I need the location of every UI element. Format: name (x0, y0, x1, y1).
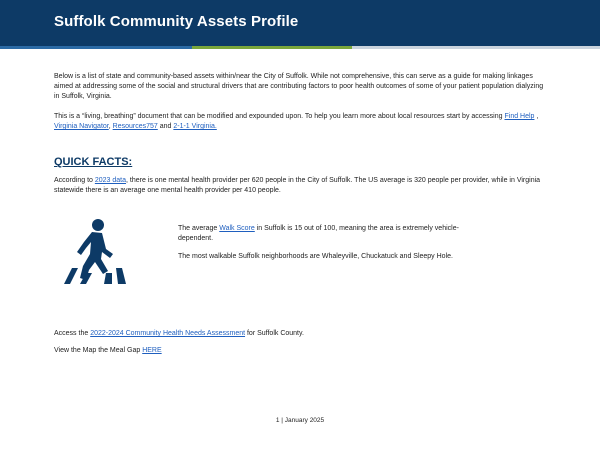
chna-prefix: Access the (54, 330, 91, 337)
walk-score-prefix: The average (178, 225, 220, 232)
fact-suffix: , there is one mental health provider per 620 people in the City of Suffolk. The US average is 320 people per provider, while in Virginia statewide there is an average one mental health provider per 410 people. (54, 177, 541, 194)
data-2023-link[interactable]: 2023 data (94, 177, 127, 184)
chna-paragraph (54, 329, 550, 339)
walk-score-paragraph (178, 224, 486, 244)
page-title: Suffolk Community Assets Profile (54, 13, 299, 30)
header-stripe-green (192, 46, 352, 49)
meal-gap-link[interactable]: HERE (142, 347, 162, 354)
virginia-navigator-link[interactable]: Virginia Navigator (54, 123, 109, 130)
header-stripe-blue (0, 46, 192, 49)
mental-health-fact (54, 176, 550, 196)
living-document-text: This is a “living, breathing” document that can be modified and expounded upon. To help you learn more about local resources start by accessing (54, 113, 503, 120)
page-header (0, 0, 600, 46)
chna-link[interactable]: 2022-2024 Community Health Needs Assessment (90, 330, 246, 337)
meal-gap-paragraph (54, 346, 550, 356)
walk-score-link[interactable]: Walk Score (219, 225, 255, 232)
quick-facts-heading: QUICK FACTS: (54, 156, 133, 168)
find-help-link[interactable]: Find Help (504, 113, 535, 120)
separator: , (108, 123, 113, 130)
separator: and (157, 123, 174, 130)
separator: , (534, 113, 539, 120)
walk-score-suffix: in Suffolk is 15 out of 100, meaning the area is extremely vehicle-dependent. (178, 225, 459, 242)
virginia-211-link[interactable]: 2-1-1 Virginia. (173, 123, 217, 130)
living-document-paragraph (54, 112, 550, 132)
fact-prefix: According to (54, 177, 95, 184)
intro-paragraph: Below is a list of state and community-based assets within/near the City of Suffolk. While not comprehensive, this can serve as a guide for making linkages aimed at addressing some of the social and structural drivers that are contributing factors to poor health outcomes of some of your patient population dialyzing in Suffolk, Virginia. (54, 73, 544, 100)
chna-suffix: for Suffolk County. (245, 330, 304, 337)
page-footer: 1 | January 2025 (275, 417, 325, 424)
header-stripe-grey (352, 46, 600, 49)
walkable-neighborhoods-paragraph: The most walkable Suffolk neighborhoods are Whaleyville, Chuckatuck and Sleepy Hole. (178, 253, 453, 260)
resources757-link[interactable]: Resources757 (112, 123, 158, 130)
meal-gap-prefix: View the Map the Meal Gap (54, 347, 143, 354)
pedestrian-crosswalk-icon (56, 218, 136, 288)
